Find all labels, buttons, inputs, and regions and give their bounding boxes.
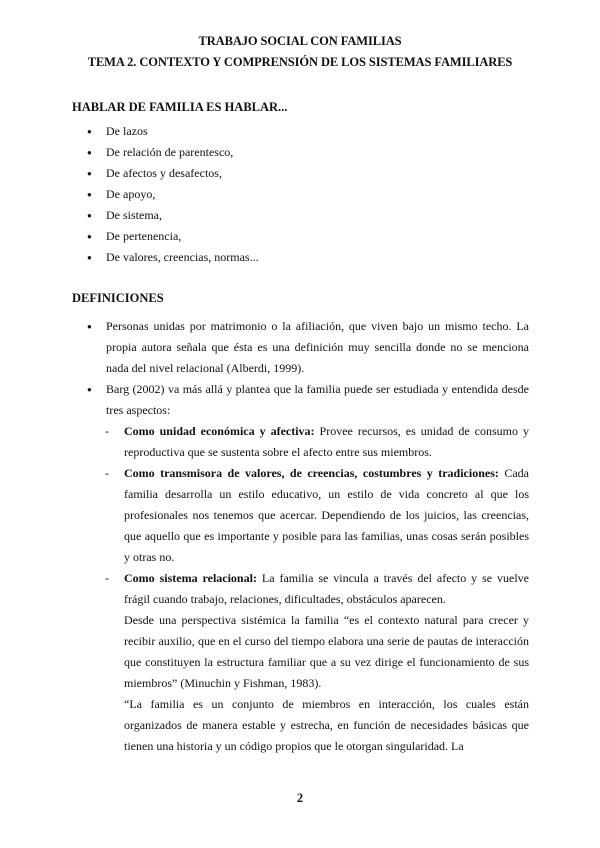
bullet-list-hablar [87, 124, 527, 271]
aspect-item-transmisora [105, 463, 529, 568]
aspect-label: Como transmisora de valores, de creencias, costumbres y tradiciones: [124, 466, 499, 480]
aspect-label: Como unidad económica y afectiva: [124, 424, 315, 438]
definition-text-barg: Barg (2002) va más allá y plantea que la familia puede ser estudiada y entendida desde tres aspectos: [106, 382, 529, 417]
aspect-text: Cada familia desarrolla un estilo educativo, un estilo de vida concreto al que los profesionales nos tenemos que acercar. Dependiendo de los juicios, las creencias, que aquello que es importante y posible para las familias, unas cosas serán posibles y otras no. [124, 466, 529, 564]
aspects-list [87, 421, 529, 757]
list-item: ● De valores, creencias, normas... [87, 250, 527, 271]
list-item: ● De sistema, [87, 208, 527, 229]
aspect-text: La familia se vincula a través del afecto y se vuelve frágil cuando trabajo, relaciones, dificultades, obstáculos aparecen. [124, 571, 529, 606]
document-title: TRABAJO SOCIAL CON FAMILIAS [198, 34, 402, 48]
paragraph-quote: “La familia es un conjunto de miembros en interacción, los cuales están organizados de manera estable y estrecha, en función de necesidades básicas que tienen una historia y un código propios que le otorgan singularidad. La [124, 697, 529, 753]
page-number: 2 [296, 791, 304, 805]
section-heading-definiciones: DEFINICIONES [72, 291, 164, 305]
definitions-list [87, 316, 529, 757]
list-item: ● De lazos [87, 124, 527, 145]
paragraph-minuchin: Desde una perspectiva sistémica la familia “es el contexto natural para crecer y recibir auxilio, que en el curso del tiempo elabora una serie de pautas de interacción que constituyen la estructura familiar que a su vez dirige el funcionamiento de sus miembros” (Minuchin y Fishman, 1983). [124, 613, 529, 690]
list-item: ● De relación de parentesco, [87, 145, 527, 166]
aspect-item-economica [105, 421, 529, 463]
list-item: ● De apoyo, [87, 187, 527, 208]
aspect-item-relacional [105, 568, 529, 757]
document-subtitle: TEMA 2. CONTEXTO Y COMPRENSIÓN DE LOS SISTEMAS FAMILIARES [87, 55, 513, 69]
section-heading-hablar: HABLAR DE FAMILIA ES HABLAR... [72, 100, 288, 114]
definition-item-barg [87, 379, 529, 421]
list-item: ● De afectos y desafectos, [87, 166, 527, 187]
list-item: ● De pertenencia, [87, 229, 527, 250]
aspect-text: Provee recursos, es unidad de consumo y reproductiva que se sustenta sobre el afecto entre sus miembros. [124, 424, 529, 459]
definition-item-alberdi: ● Personas unidas por matrimonio o la afiliación, que viven bajo un mismo techo. La propia autora señala que ésta es una definición muy sencilla donde no se menciona nada del nivel relacional (Alberdi, 1999). [87, 316, 529, 379]
aspect-label: Como sistema relacional: [124, 571, 257, 585]
